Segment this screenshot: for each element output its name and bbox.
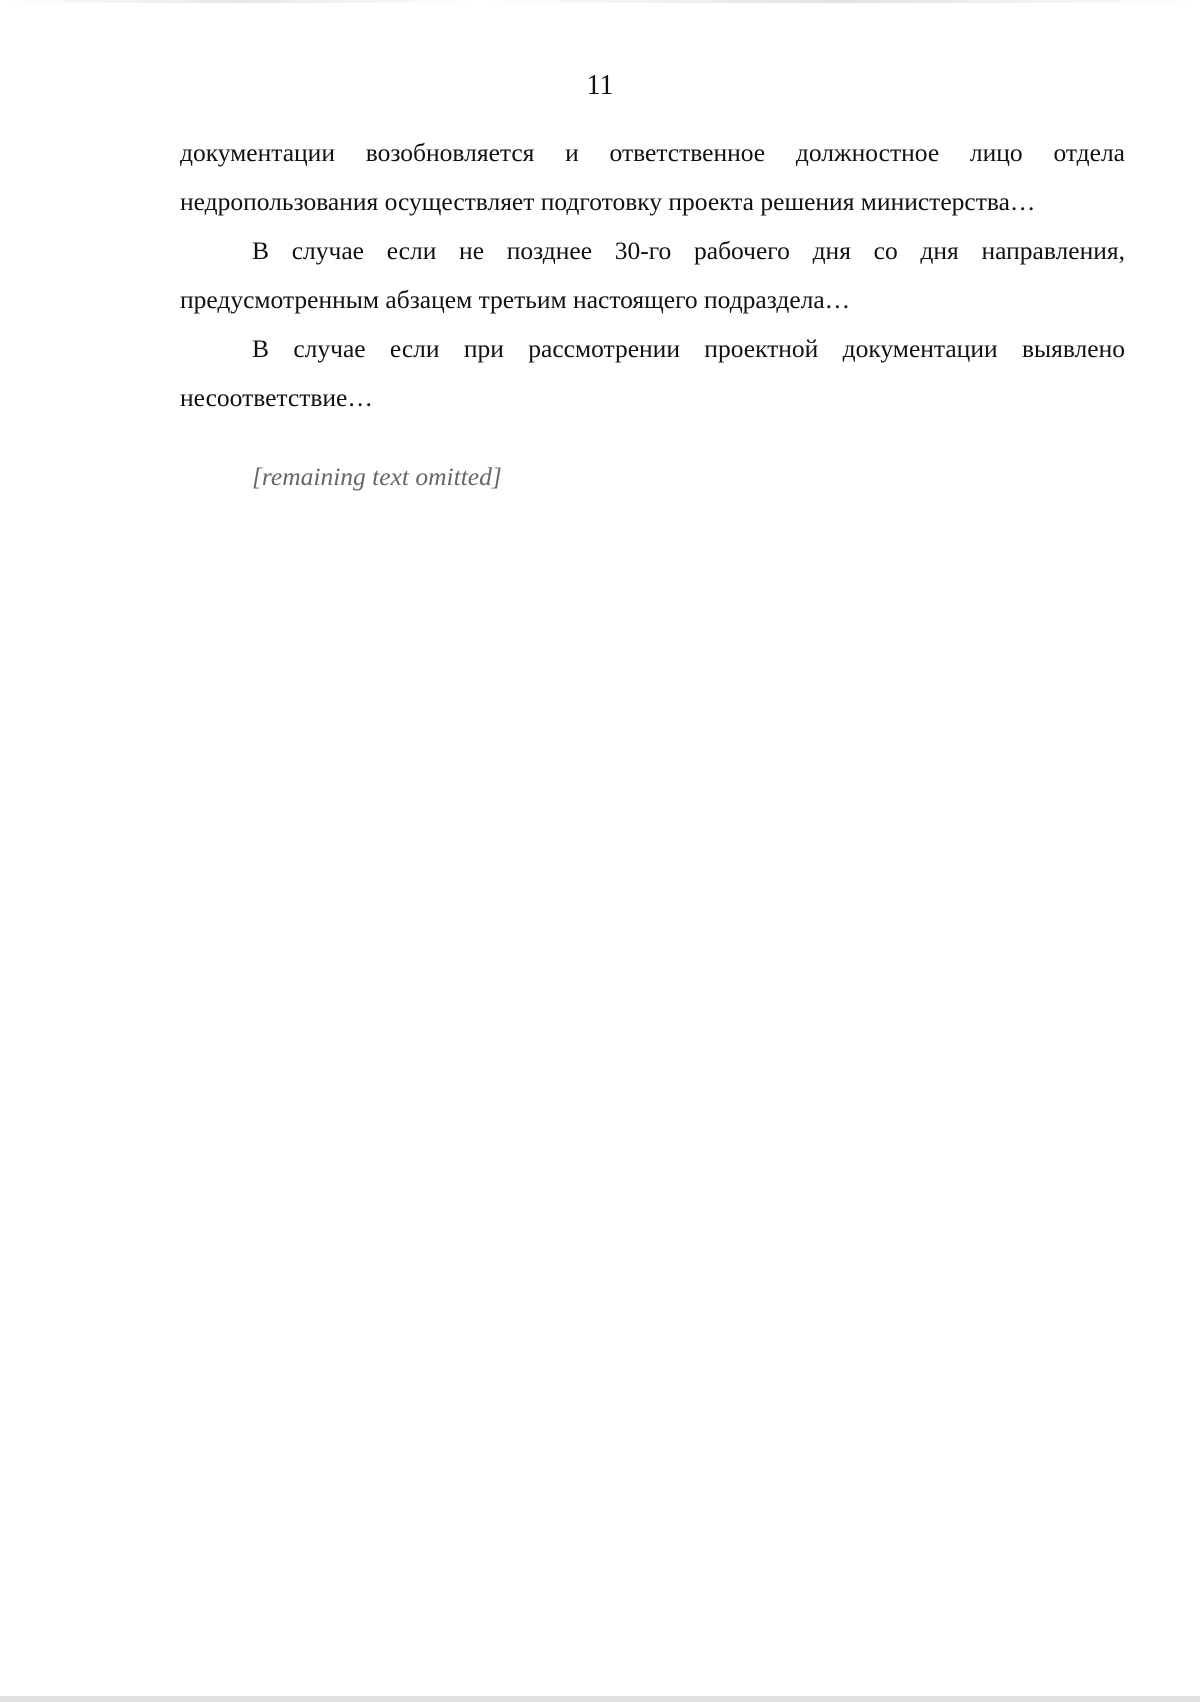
paragraph: В случае если не позднее 30-го рабочего дня со дня направления, предусмотренным абзацем третьим настоящего подраздела… [180, 236, 1125, 314]
paragraph: В случае если при рассмотрении проектной документации выявлено несоответствие… [180, 334, 1125, 412]
paragraph-continuation: документации возобновляется и ответственное должностное лицо отдела недропользования осуществляет подготовку проекта решения министерства… [180, 138, 1125, 216]
omission-note: [remaining text omitted] [252, 462, 502, 491]
page-number: 11 [586, 70, 614, 101]
scan-edge-top [0, 0, 1200, 3]
scan-edge-bottom [0, 1696, 1200, 1702]
document-body [180, 128, 1125, 527]
